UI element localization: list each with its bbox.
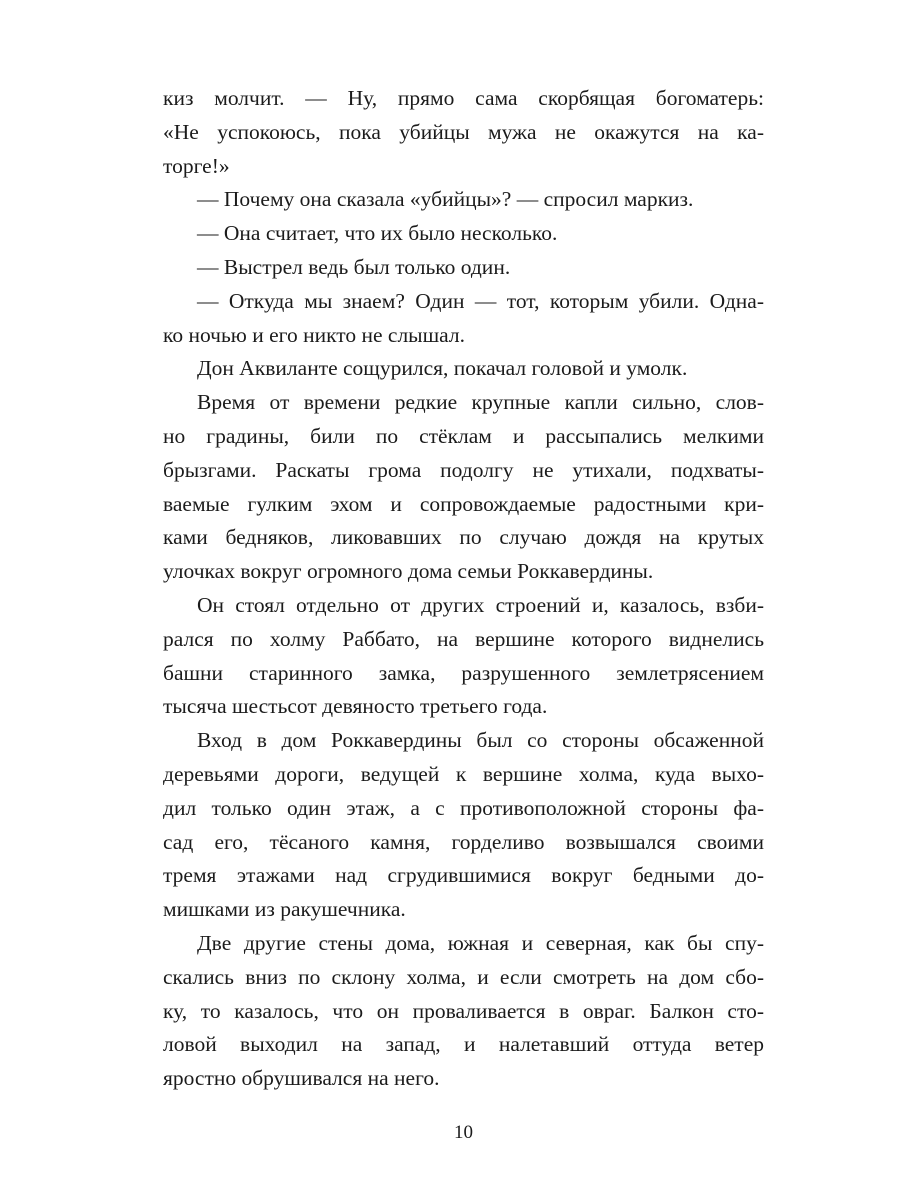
paragraph [163,352,764,386]
text-line: Две другие стены дома, южная и северная, как бы спу- [197,930,764,955]
paragraph [163,386,764,589]
text-line: Дон Аквиланте сощурился, покачал головой и умолк. [197,356,688,381]
paragraph [163,927,764,1096]
text-line: торге!» [163,153,230,178]
paragraph [163,217,764,251]
text-line: дил только один этаж, а с противоположной стороны фа- [163,795,764,820]
text-line: ко ночью и его никто не слышал. [163,322,466,347]
text-line: брызгами. Раскаты грома подолгу не утихали, подхваты- [163,457,764,482]
text-line: — Почему она сказала «убийцы»? — спросил маркиз. [197,187,694,212]
paragraph [163,589,764,724]
text-line: скались вниз по склону холма, и если смотреть на дом сбо- [163,964,764,989]
paragraph [163,285,764,353]
text-line: «Не успокоюсь, пока убийцы мужа не окажутся на ка- [163,119,764,144]
text-line: Вход в дом Роккавердины был со стороны обсаженной [197,728,764,753]
text-line: ловой выходил на запад, и налетавший оттуда ветер [163,1032,764,1057]
text-line: башни старинного замка, разрушенного землетрясением [163,660,764,685]
text-line: — Откуда мы знаем? Один — тот, которым убили. Одна- [197,288,764,313]
text-line: мишками из ракушечника. [163,897,406,922]
text-line: яростно обрушивался на него. [163,1066,440,1091]
paragraph [163,251,764,285]
paragraph [163,183,764,217]
text-line: ваемые гулким эхом и сопровождаемые радостными кри- [163,491,764,516]
text-line: сад его, тёсаного камня, горделиво возвышался своими [163,829,764,854]
paragraph [163,724,764,927]
text-line: — Она считает, что их было несколько. [197,221,558,246]
text-line: ками бедняков, ликовавших по случаю дождя на крутых [163,525,764,550]
page-number: 10 [454,1122,473,1143]
text-line: тысяча шестьсот девяносто третьего года. [163,694,548,719]
paragraph [163,82,764,183]
text-line: Он стоял отдельно от других строений и, казалось, взби- [197,592,764,617]
text-line: но градины, били по стёклам и рассыпались мелкими [163,423,764,448]
text-line: рался по холму Раббато, на вершине которого виднелись [163,626,764,651]
text-line: киз молчит. — Ну, прямо сама скорбящая богоматерь: [163,86,764,110]
text-line: деревьями дороги, ведущей к вершине холма, куда выхо- [163,761,764,786]
text-line: Время от времени редкие крупные капли сильно, слов- [197,390,764,415]
page-text [163,82,764,1096]
text-line: — Выстрел ведь был только один. [197,254,511,279]
text-line: тремя этажами над сгрудившимися вокруг бедными до- [163,863,764,888]
text-line: улочках вокруг огромного дома семьи Роккавердины. [163,559,654,584]
text-line: ку, то казалось, что он проваливается в овраг. Балкон сто- [163,998,764,1023]
